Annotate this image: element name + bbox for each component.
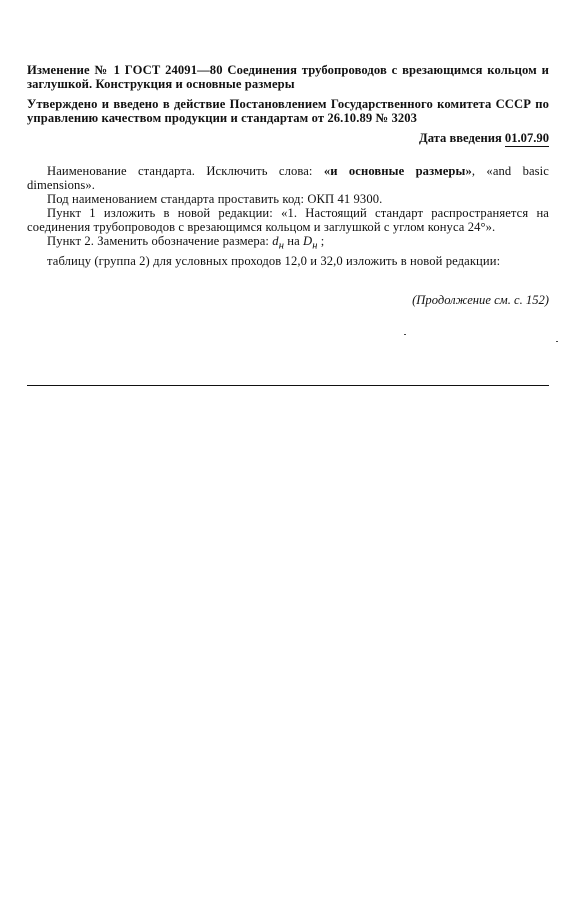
paragraph-clause-2 <box>27 234 549 254</box>
symbol-old: d <box>272 234 279 248</box>
p4-prefix: Пункт 2. Заменить обозначение размера: <box>47 234 273 248</box>
paragraph-table-change: таблицу (группа 2) для условных проходов 12,0 и 32,0 изложить в новой редакции: <box>47 253 501 268</box>
amendment-title: Изменение № 1 ГОСТ 24091—80 Соединения трубопроводов с врезающимся кольцом и заглушкой. Конструкция и основные размеры <box>27 63 549 91</box>
paragraph-clause-1: Пункт 1 изложить в новой редакции: «1. Настоящий стандарт распространяется на соединения трубопроводов с врезающимся кольцом и заглушкой с углом конуса 24°». <box>27 206 549 234</box>
amendment-body <box>27 164 549 268</box>
symbol-new: D <box>303 234 313 248</box>
p1-prefix: Наименование стандарта. Исключить слова: <box>47 164 324 178</box>
scan-speck <box>556 341 558 342</box>
paragraph-okp-code: Под наименованием стандарта проставить код: ОКП 41 9300. <box>47 192 383 206</box>
effective-date-line <box>419 131 549 145</box>
approval-statement: Утверждено и введено в действие Постановлением Государственного комитета СССР по управлению качеством продукции и стандартам от 26.10.89 № 3203 <box>27 97 549 125</box>
effective-date-label: Дата введения <box>419 131 502 145</box>
symbol-new-subscript: н <box>312 240 318 252</box>
horizontal-rule <box>27 385 549 386</box>
p1-suffix: , «and basic dimensions». <box>27 164 549 192</box>
continuation-note: (Продолжение см. с. 152) <box>412 293 549 307</box>
paragraph-title-change <box>27 164 549 192</box>
symbol-old-subscript: н <box>278 240 284 252</box>
p4-suffix: ; <box>317 234 325 248</box>
effective-date-value: 01.07.90 <box>504 131 549 145</box>
p4-mid: на <box>284 234 304 248</box>
p1-removed-words: «и основные размеры» <box>323 164 472 178</box>
scan-speck <box>404 334 406 335</box>
